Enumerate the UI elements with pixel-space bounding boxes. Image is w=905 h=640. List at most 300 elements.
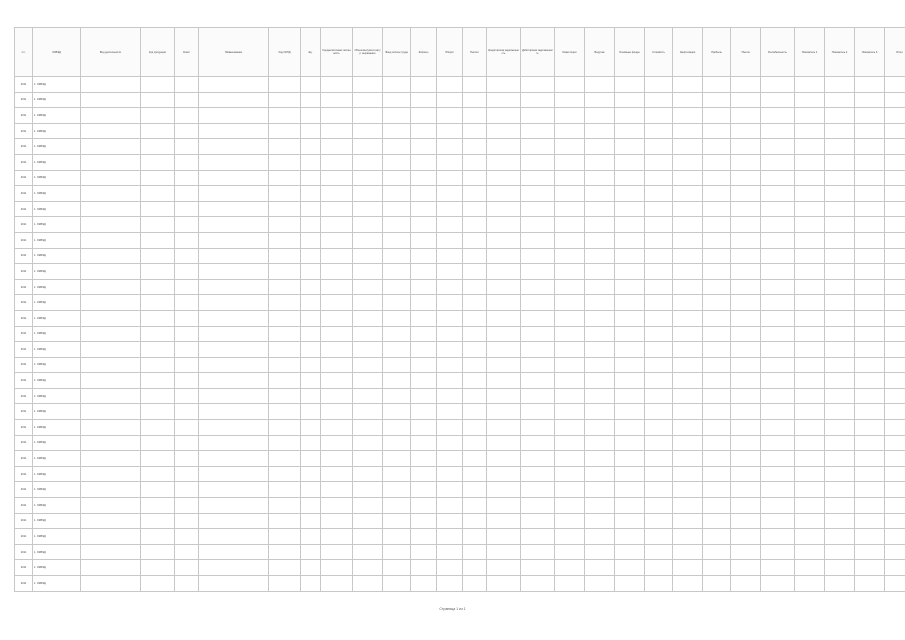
table-cell <box>437 154 463 170</box>
table-cell <box>269 466 301 482</box>
table-cell <box>175 123 199 139</box>
table-cell <box>615 248 645 264</box>
table-cell <box>761 342 795 358</box>
table-cell <box>795 373 825 389</box>
table-row <box>15 248 905 264</box>
table-cell <box>885 435 905 451</box>
table-cell <box>761 544 795 560</box>
table-cell: 2011 <box>15 123 33 139</box>
table-cell <box>731 310 761 326</box>
column-header: Класс <box>175 28 199 77</box>
table-cell <box>585 92 615 108</box>
table-cell <box>141 264 175 280</box>
table-cell <box>411 123 437 139</box>
table-cell <box>301 342 321 358</box>
table-cell <box>199 513 269 529</box>
table-cell <box>353 217 383 233</box>
table-cell <box>825 373 855 389</box>
table-cell <box>885 154 905 170</box>
table-cell <box>703 482 731 498</box>
table-cell <box>855 498 885 514</box>
table-cell <box>141 388 175 404</box>
table-row <box>15 513 905 529</box>
table-cell <box>463 77 487 93</box>
table-cell <box>353 420 383 436</box>
table-cell <box>81 201 141 217</box>
table-cell <box>673 217 703 233</box>
table-cell <box>673 77 703 93</box>
table-cell <box>885 248 905 264</box>
table-cell <box>175 576 199 592</box>
table-cell <box>585 404 615 420</box>
table-cell <box>141 498 175 514</box>
table-cell <box>383 123 411 139</box>
table-cell <box>269 326 301 342</box>
table-cell <box>885 560 905 576</box>
table-cell <box>141 576 175 592</box>
table-cell <box>175 310 199 326</box>
table-cell <box>885 529 905 545</box>
table-cell <box>487 576 521 592</box>
table-cell <box>585 326 615 342</box>
table-cell: 1. ОКВЭД <box>33 139 81 155</box>
table-cell <box>353 357 383 373</box>
table-cell <box>795 576 825 592</box>
table-cell <box>81 576 141 592</box>
table-cell <box>703 310 731 326</box>
table-cell: 2011 <box>15 357 33 373</box>
column-header: ОКВЭД <box>33 28 81 77</box>
table-cell: 2011 <box>15 388 33 404</box>
table-cell <box>521 279 555 295</box>
table-cell: 2011 <box>15 529 33 545</box>
table-cell <box>301 466 321 482</box>
table-cell <box>795 404 825 420</box>
table-cell <box>199 529 269 545</box>
table-cell <box>301 154 321 170</box>
column-header: Налоги <box>463 28 487 77</box>
table-cell <box>673 186 703 202</box>
table-cell <box>199 123 269 139</box>
table-cell <box>175 420 199 436</box>
table-cell <box>383 404 411 420</box>
table-cell <box>885 108 905 124</box>
table-cell <box>141 404 175 420</box>
table-cell <box>703 513 731 529</box>
table-cell: 1. ОКВЭД <box>33 482 81 498</box>
table-cell <box>383 139 411 155</box>
column-header: Убыток <box>731 28 761 77</box>
table-cell <box>487 248 521 264</box>
table-cell <box>795 435 825 451</box>
table-cell <box>645 217 673 233</box>
table-cell <box>175 513 199 529</box>
table-cell <box>175 186 199 202</box>
column-header: Стоимость <box>645 28 673 77</box>
table-cell <box>731 498 761 514</box>
table-cell <box>555 77 585 93</box>
table-cell <box>269 513 301 529</box>
table-cell <box>761 420 795 436</box>
table-row <box>15 420 905 436</box>
table-cell <box>673 108 703 124</box>
table-cell <box>795 466 825 482</box>
table-cell <box>555 92 585 108</box>
table-cell <box>141 232 175 248</box>
table-cell <box>761 513 795 529</box>
table-cell <box>855 279 885 295</box>
table-cell <box>855 357 885 373</box>
table-cell <box>383 264 411 280</box>
table-cell <box>885 264 905 280</box>
table-cell <box>199 139 269 155</box>
table-cell <box>141 513 175 529</box>
table-cell <box>825 170 855 186</box>
table-cell <box>487 357 521 373</box>
table-cell <box>487 466 521 482</box>
column-header: Выручка <box>585 28 615 77</box>
table-cell <box>855 201 885 217</box>
table-cell <box>463 201 487 217</box>
table-cell <box>269 310 301 326</box>
table-cell <box>825 560 855 576</box>
table-cell <box>81 342 141 358</box>
table-row <box>15 108 905 124</box>
table-cell <box>585 248 615 264</box>
table-cell <box>141 435 175 451</box>
table-cell <box>521 560 555 576</box>
table-cell <box>521 466 555 482</box>
table-cell <box>437 529 463 545</box>
table-cell <box>585 154 615 170</box>
table-cell <box>437 326 463 342</box>
table-cell <box>353 123 383 139</box>
table-cell <box>353 529 383 545</box>
table-cell: 2011 <box>15 248 33 264</box>
table-cell <box>585 451 615 467</box>
table-cell <box>795 217 825 233</box>
table-cell <box>673 279 703 295</box>
table-cell <box>199 92 269 108</box>
table-cell <box>555 279 585 295</box>
table-cell <box>703 466 731 482</box>
table-cell <box>353 435 383 451</box>
table-cell: 2011 <box>15 451 33 467</box>
table-cell <box>521 404 555 420</box>
table-cell <box>487 232 521 248</box>
table-cell <box>321 560 353 576</box>
table-cell <box>321 232 353 248</box>
table-header-row <box>15 28 905 77</box>
table-cell <box>141 544 175 560</box>
table-cell <box>615 435 645 451</box>
table-cell <box>463 123 487 139</box>
table-cell <box>615 451 645 467</box>
table-cell <box>383 544 411 560</box>
table-cell <box>437 466 463 482</box>
table-cell <box>885 201 905 217</box>
table-cell <box>487 310 521 326</box>
table-cell <box>269 154 301 170</box>
table-cell <box>411 186 437 202</box>
table-cell <box>141 420 175 436</box>
table-cell: 1. ОКВЭД <box>33 513 81 529</box>
table-cell <box>885 217 905 233</box>
table-cell <box>703 201 731 217</box>
column-header: Оборот <box>437 28 463 77</box>
table-cell: 2011 <box>15 186 33 202</box>
table-cell <box>321 170 353 186</box>
table-cell <box>353 482 383 498</box>
table-cell: 2011 <box>15 201 33 217</box>
table-cell: 1. ОКВЭД <box>33 326 81 342</box>
table-cell <box>353 295 383 311</box>
table-cell: 2011 <box>15 217 33 233</box>
table-cell <box>761 154 795 170</box>
table-cell <box>321 388 353 404</box>
table-cell <box>487 170 521 186</box>
table-cell <box>199 435 269 451</box>
table-cell <box>141 201 175 217</box>
table-cell <box>673 498 703 514</box>
table-cell <box>731 544 761 560</box>
table-cell <box>795 279 825 295</box>
table-cell <box>269 279 301 295</box>
table-cell <box>383 357 411 373</box>
table-cell <box>673 560 703 576</box>
table-cell <box>521 139 555 155</box>
column-header: Кредиторская задолженность <box>487 28 521 77</box>
table-cell <box>673 310 703 326</box>
table-cell <box>141 373 175 389</box>
table-cell <box>703 248 731 264</box>
table-cell <box>703 576 731 592</box>
table-cell <box>199 279 269 295</box>
table-cell <box>555 435 585 451</box>
table-cell <box>487 154 521 170</box>
table-cell <box>301 108 321 124</box>
table-cell <box>437 420 463 436</box>
table-cell <box>673 342 703 358</box>
table-cell <box>521 108 555 124</box>
table-cell: 1. ОКВЭД <box>33 529 81 545</box>
table-cell <box>585 201 615 217</box>
table-cell <box>761 576 795 592</box>
table-cell <box>855 248 885 264</box>
table-cell <box>795 264 825 280</box>
table-cell <box>703 92 731 108</box>
table-cell <box>555 420 585 436</box>
table-cell <box>141 170 175 186</box>
table-cell <box>795 513 825 529</box>
table-cell <box>885 404 905 420</box>
table-cell: 2011 <box>15 420 33 436</box>
table-cell <box>269 123 301 139</box>
table-cell <box>555 264 585 280</box>
table-cell <box>703 264 731 280</box>
table-cell <box>269 482 301 498</box>
table-cell <box>81 529 141 545</box>
table-cell <box>825 186 855 202</box>
table-cell <box>81 404 141 420</box>
table-cell <box>703 544 731 560</box>
table-cell <box>615 498 645 514</box>
table-cell <box>301 357 321 373</box>
table-cell <box>731 77 761 93</box>
table-cell <box>463 388 487 404</box>
table-cell <box>703 279 731 295</box>
table-cell <box>301 92 321 108</box>
table-cell <box>141 217 175 233</box>
table-cell <box>175 373 199 389</box>
table-cell <box>761 310 795 326</box>
table-cell <box>301 264 321 280</box>
table-cell: 1. ОКВЭД <box>33 451 81 467</box>
table-cell <box>269 420 301 436</box>
table-cell <box>585 529 615 545</box>
table-cell <box>383 92 411 108</box>
table-cell <box>321 482 353 498</box>
table-cell <box>761 232 795 248</box>
table-row <box>15 264 905 280</box>
table-cell <box>321 186 353 202</box>
table-cell <box>795 170 825 186</box>
table-cell <box>521 170 555 186</box>
table-cell <box>673 513 703 529</box>
table-cell <box>487 264 521 280</box>
table-cell <box>521 201 555 217</box>
table-cell <box>825 123 855 139</box>
table-cell <box>615 108 645 124</box>
table-cell <box>673 326 703 342</box>
table-cell <box>521 295 555 311</box>
table-cell <box>383 217 411 233</box>
table-cell <box>731 201 761 217</box>
table-cell <box>411 217 437 233</box>
table-cell <box>855 404 885 420</box>
column-header: Дебиторская задолженность <box>521 28 555 77</box>
table-cell <box>463 217 487 233</box>
table-cell <box>585 279 615 295</box>
table-row <box>15 170 905 186</box>
table-cell: 1. ОКВЭД <box>33 576 81 592</box>
table-cell <box>383 170 411 186</box>
data-table <box>14 27 905 592</box>
table-cell <box>825 544 855 560</box>
table-cell <box>301 498 321 514</box>
table-cell <box>199 342 269 358</box>
table-cell <box>437 92 463 108</box>
table-cell <box>855 310 885 326</box>
table-cell <box>855 544 885 560</box>
table-row <box>15 279 905 295</box>
table-cell <box>383 560 411 576</box>
table-cell <box>383 279 411 295</box>
table-cell <box>825 466 855 482</box>
table-cell <box>301 529 321 545</box>
table-cell <box>585 186 615 202</box>
table-cell <box>555 217 585 233</box>
table-cell <box>301 186 321 202</box>
table-cell <box>731 92 761 108</box>
table-cell <box>855 420 885 436</box>
column-header: Итого <box>885 28 905 77</box>
table-cell <box>411 513 437 529</box>
table-cell <box>703 529 731 545</box>
table-cell <box>411 108 437 124</box>
table-cell <box>301 373 321 389</box>
table-row <box>15 498 905 514</box>
table-cell <box>885 342 905 358</box>
table-cell <box>761 123 795 139</box>
table-cell <box>555 326 585 342</box>
table-cell <box>81 264 141 280</box>
table-cell <box>585 513 615 529</box>
table-row <box>15 529 905 545</box>
table-cell: 2011 <box>15 466 33 482</box>
table-cell <box>175 404 199 420</box>
table-cell <box>437 544 463 560</box>
table-cell <box>825 404 855 420</box>
table-cell <box>81 498 141 514</box>
page-number: Страница 1 из 1 <box>439 607 466 611</box>
table-cell <box>353 388 383 404</box>
table-cell <box>353 201 383 217</box>
table-cell <box>885 123 905 139</box>
table-cell <box>673 435 703 451</box>
table-cell: 2011 <box>15 513 33 529</box>
table-cell <box>645 482 673 498</box>
table-cell <box>825 108 855 124</box>
table-cell <box>855 186 885 202</box>
table-cell <box>731 420 761 436</box>
table-cell <box>487 92 521 108</box>
table-cell <box>321 108 353 124</box>
table-cell <box>585 357 615 373</box>
table-cell <box>731 388 761 404</box>
table-cell <box>731 139 761 155</box>
table-row <box>15 123 905 139</box>
table-cell <box>353 77 383 93</box>
table-cell <box>175 451 199 467</box>
table-cell <box>615 92 645 108</box>
table-cell <box>321 404 353 420</box>
table-cell: 1. ОКВЭД <box>33 310 81 326</box>
table-cell <box>825 342 855 358</box>
table-cell <box>199 544 269 560</box>
table-cell <box>795 420 825 436</box>
table-cell <box>703 373 731 389</box>
table-cell <box>199 264 269 280</box>
table-cell <box>731 295 761 311</box>
table-cell <box>301 513 321 529</box>
table-cell <box>321 295 353 311</box>
table-cell <box>825 529 855 545</box>
table-cell <box>673 576 703 592</box>
table-cell <box>521 388 555 404</box>
table-cell <box>825 279 855 295</box>
table-cell <box>555 232 585 248</box>
table-cell <box>555 342 585 358</box>
table-cell <box>175 232 199 248</box>
table-cell <box>321 435 353 451</box>
table-cell <box>175 498 199 514</box>
table-cell: 1. ОКВЭД <box>33 92 81 108</box>
table-cell <box>437 357 463 373</box>
table-cell <box>463 513 487 529</box>
table-cell <box>645 154 673 170</box>
table-cell <box>703 388 731 404</box>
